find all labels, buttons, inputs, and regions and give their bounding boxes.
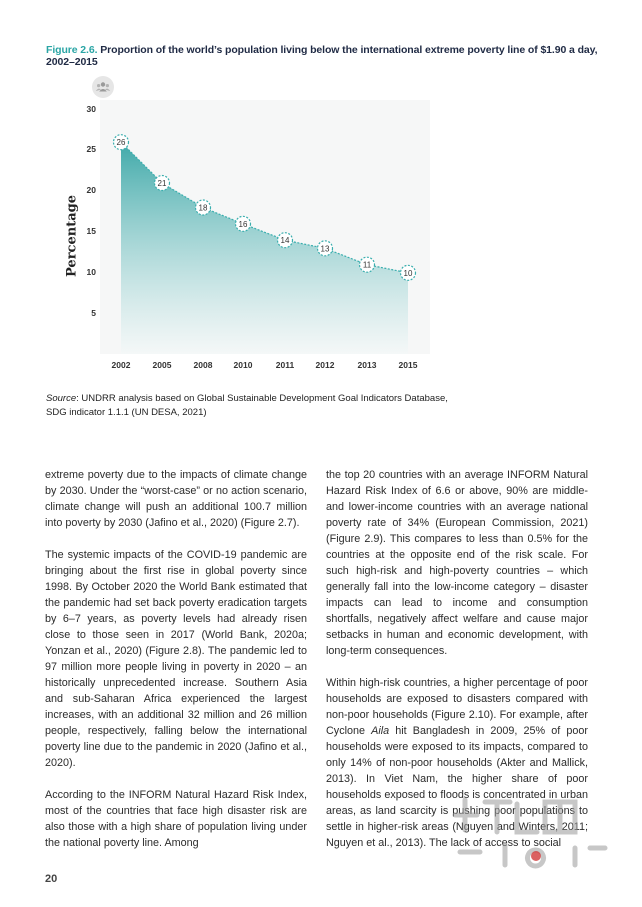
y-tick-label: 30 [86,104,96,114]
data-label: 14 [280,236,290,246]
page-number: 20 [45,873,58,885]
text-run: hit Bangladesh in 2009, 25% of poor households were exposed to its impacts, compared to only 14% of non-poor households (Akter and Mallick, 2013). In Viet Nam, the higher share of poor households exposed to floods is concentrated in urban areas, as land scarcity is pushing poor populations to settle in higher-risk areas (Nguyen and Winters, 2011; Nguyen et al., 2013). The lack of access to social [326,725,588,849]
text-run: Within high-risk countries, a higher percentage of poor households are exposed to disasters compared with non-poor households (Figure 2.10). For example, after Cyclone [326,677,588,737]
data-point [278,233,293,248]
data-label: 18 [198,203,208,213]
y-tick-label: 20 [86,185,96,195]
paragraph: The systemic impacts of the COVID-19 pandemic are bringing about the first rise in global poverty since 1998. By October 2020 the World Bank estimated that the pandemic had set back poverty eradication targets by 6–7 years, as poverty levels had already risen close to those seen in 2017 (World Bank, 2020a; Yonzan et al., 2020) (Figure 2.8). The pandemic led to 97 million more people living in poverty in 2020 – an historically unprecedented increase. Southern Asia and sub-Saharan Africa experienced the largest increases, with an additional 32 million and 26 million people, respectively, falling below the international poverty line due to the pandemic in 2020 (Jafino et al., 2020). [45,549,307,769]
x-tick-label: 2011 [275,360,295,370]
x-tick-label: 2008 [193,360,213,370]
y-axis-label-box [58,186,86,286]
data-label: 26 [116,138,126,148]
data-label: 21 [157,179,167,188]
figure-caption: Proportion of the world’s population living below the international extreme poverty line of $1.90 a day, 2002–2015 [46,44,598,68]
x-tick-label: 2013 [357,360,377,370]
data-point [196,200,211,215]
poverty-area-chart [0,0,642,400]
figure-label: Figure 2.6. [46,44,98,56]
y-tick-label: 15 [86,226,96,236]
y-tick-label: 25 [86,144,96,154]
x-tick-label: 2012 [315,360,335,370]
data-point [155,176,170,191]
watermark-logo [445,790,615,870]
x-tick-label: 2002 [111,360,131,370]
x-tick-label: 2005 [152,360,172,370]
source-text: : UNDRR analysis based on Global Sustainable Development Goal Indicators Database, [76,393,448,404]
source-prefix: Source [46,393,77,404]
series-area [121,142,408,354]
body-column-left [45,467,307,867]
x-tick-label: 2015 [398,360,418,370]
cyclone-name: Aila [371,725,390,737]
data-point [236,216,251,231]
figure-source [46,392,466,420]
data-point [114,135,129,150]
data-point [401,265,416,280]
data-label: 13 [320,244,330,254]
source-line-2: SDG indicator 1.1.1 (UN DESA, 2021) [46,407,207,418]
paragraph: extreme poverty due to the impacts of climate change by 2030. Under the “worst-case” or no action scenario, climate change will push an additional 100.7 million into poverty by 2030 (Jafino et al., 2020) (Figure 2.7). [45,469,307,529]
y-tick-label: 10 [86,267,96,277]
paragraph: According to the INFORM Natural Hazard Risk Index, most of the countries that face high disaster risk are also those with a high share of population living under the national poverty line. Among [45,789,307,849]
data-point [318,241,333,256]
data-label: 11 [362,260,372,270]
data-label: 16 [238,219,248,229]
paragraph: the top 20 countries with an average INFORM Natural Hazard Risk Index of 6.6 or above, 90% are middle- and lower-income countries with an average national poverty rate of 34% (European Commission, 2021) (Figure 2.9). This compares to less than 0.5% for the countries at the opposite end of the risk scale. For such high-risk and high-poverty countries – which generally fall into the low-income category – disaster impacts can lead to income and consumption shortfalls, negatively affect welfare and cause major setbacks in human and economic development, with long-term consequences. [326,469,588,657]
y-tick-label: 5 [91,308,96,318]
x-tick-label: 2010 [233,360,253,370]
data-label: 10 [403,268,413,278]
data-point [360,257,375,272]
y-axis-label: Percentage [64,195,80,277]
